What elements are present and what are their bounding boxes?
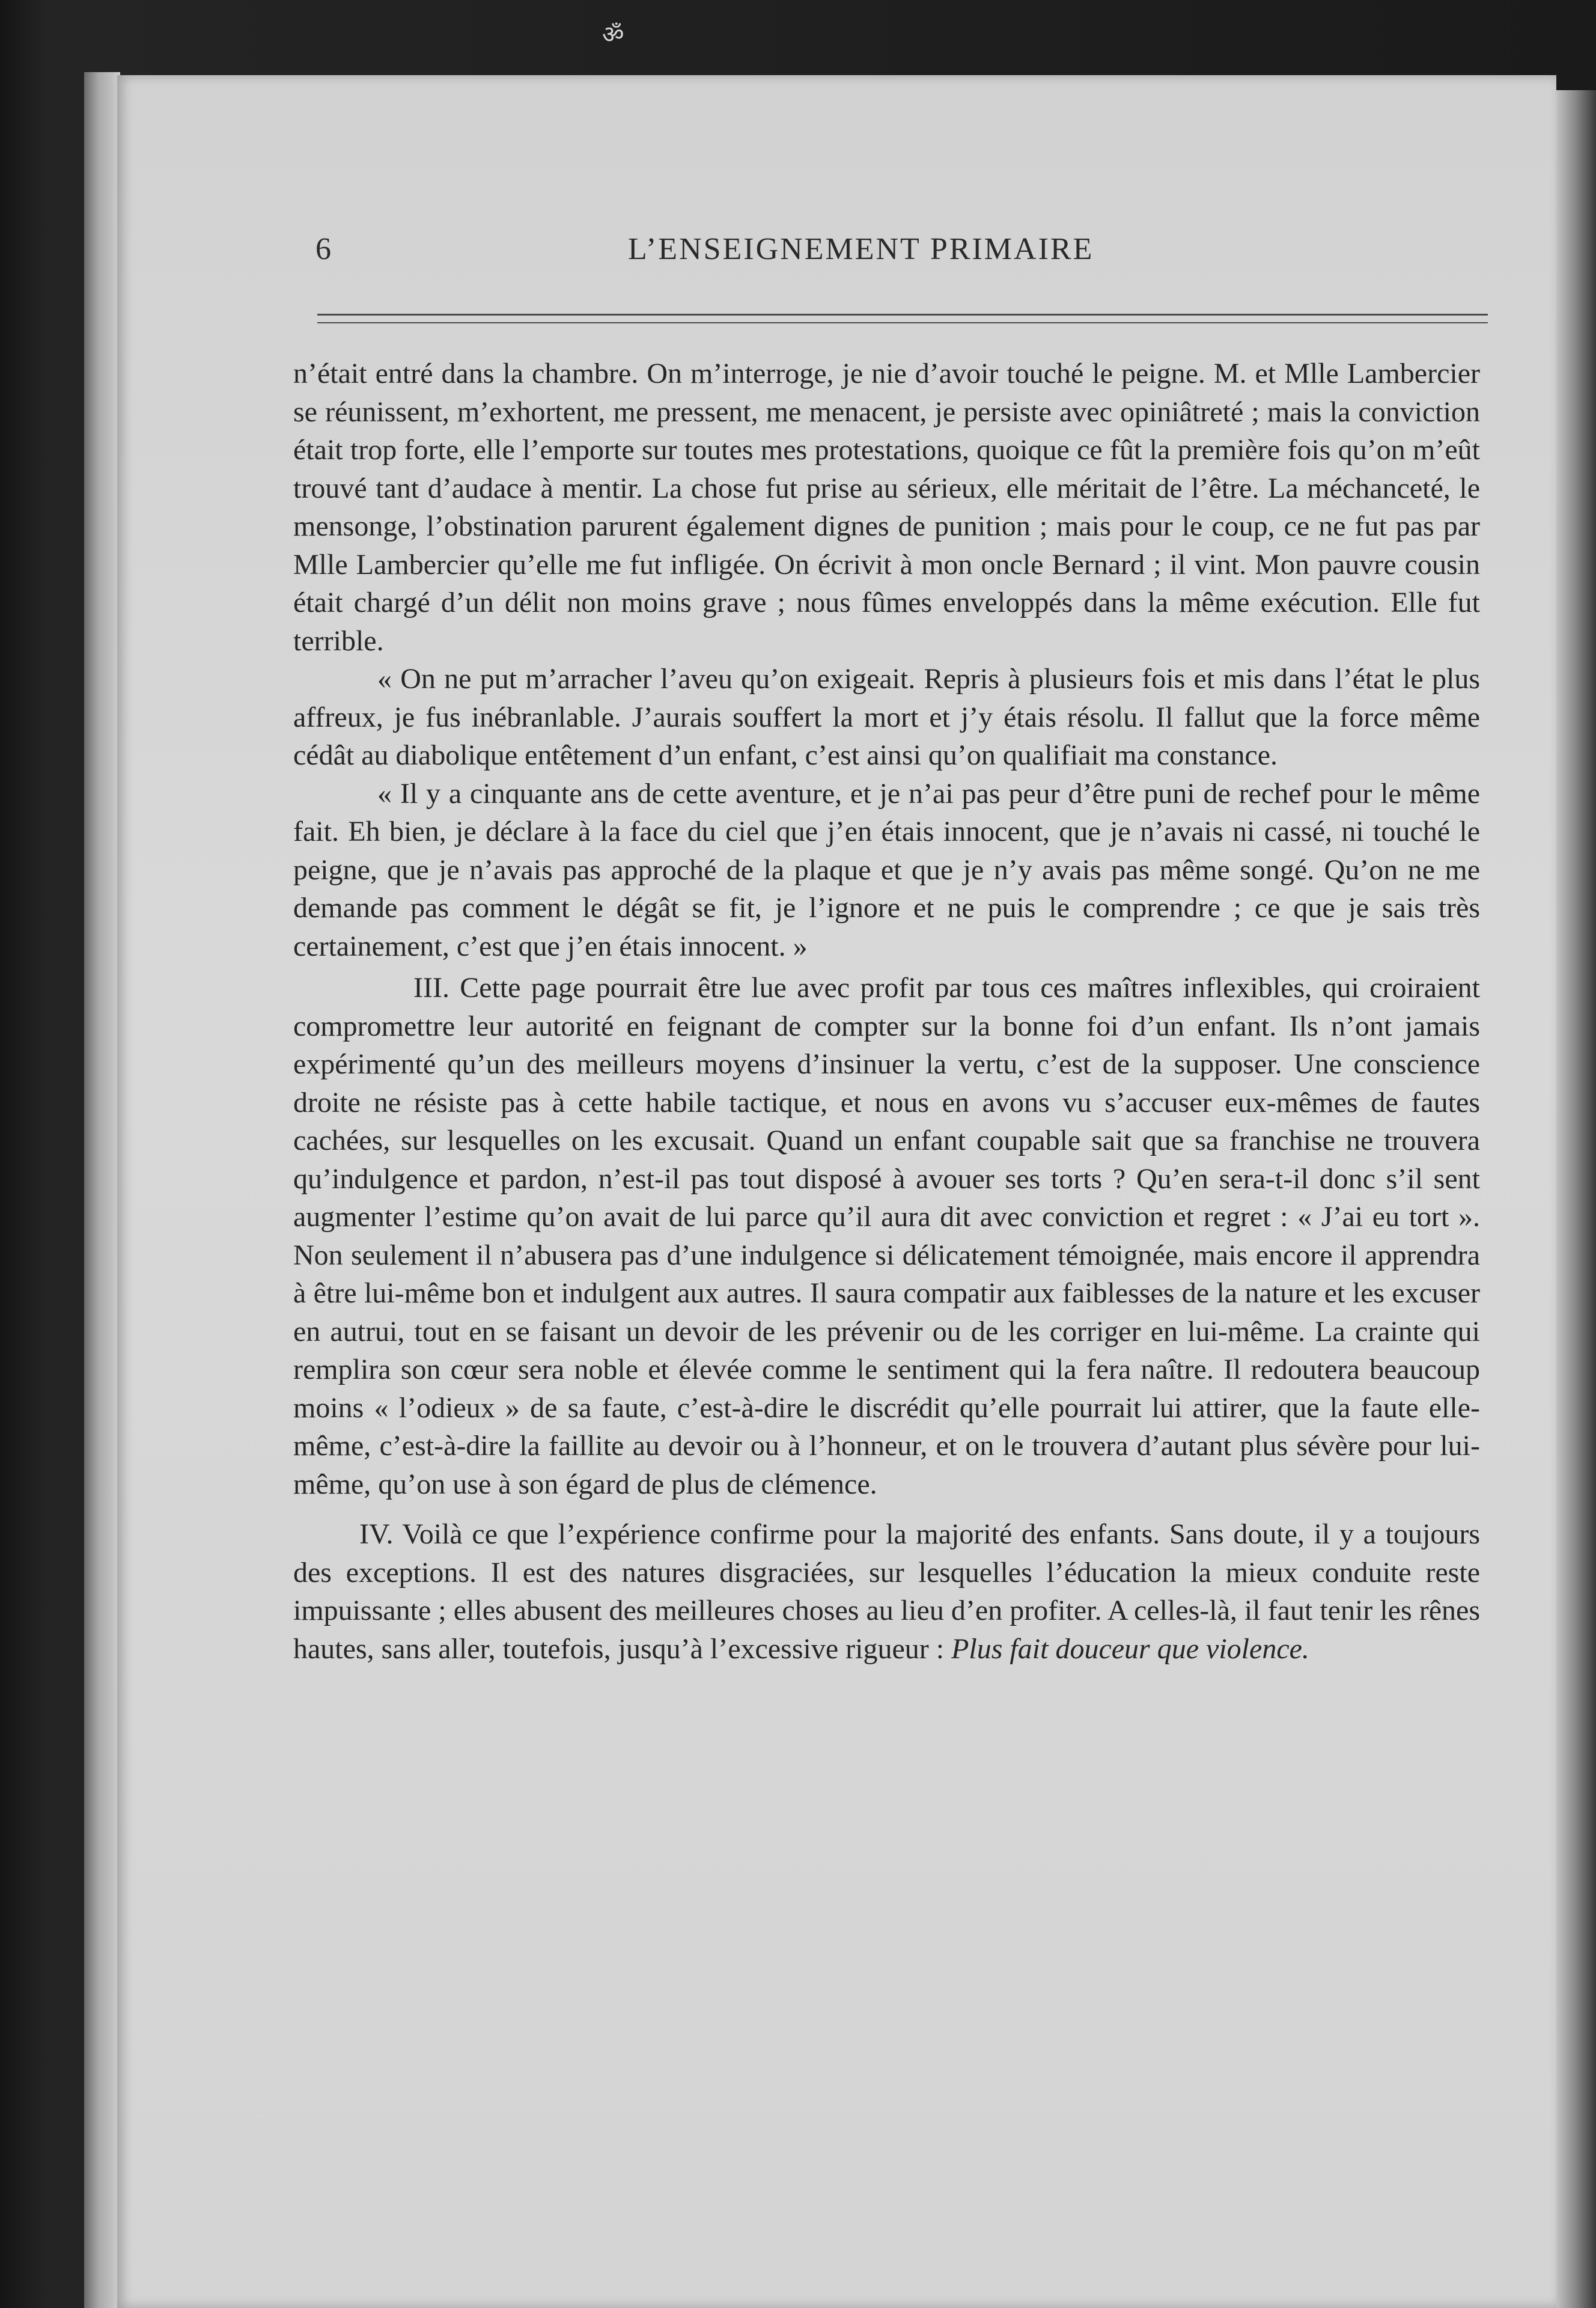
header-rule-thin (317, 322, 1488, 323)
dust-mark: ॐ (602, 21, 624, 48)
body-text (293, 355, 1480, 1668)
paragraph-quote-1: « On ne put m’arracher l’aveu qu’on exigeait. Repris à plusieurs fois et mis dans l’état le plus affreux, je fus inébranlable. J’aurais souffert la mort et j’y étais résolu. Il fallut que la force même cédât au diabolique entêtement d’un enfant, c’est ainsi qu’on qualifiait ma constance. (293, 663, 1480, 771)
page-stack-edge (1554, 90, 1596, 2308)
running-head (315, 228, 1493, 276)
book-spine-edge (84, 72, 120, 2308)
header-rule (317, 314, 1488, 316)
paragraph-quote-2: « Il y a cinquante ans de cette aventure, et je n’ai pas peur d’être puni de rechef pour le même fait. Eh bien, je déclare à la face du ciel que j’en étais innocent, que je n’avais ni cassé, ni touché le peigne, que je n’avais pas approché de la plaque et que je n’y avais pas même songé. Qu’on ne me demande pas comment le dégât se fit, je l’ignore et ne puis le comprendre ; ce que je sais très certainement, c’est que j’en étais innocent. » (293, 777, 1480, 962)
page-number: 6 (315, 232, 331, 266)
paragraph-continuation: n’était entré dans la chambre. On m’interroge, je nie d’avoir touché le peigne. M. et Mlle Lambercier se réunissent, m’exhortent, me pressent, me menacent, je persiste avec opiniâtreté ; mais la conviction était trop forte, elle l’emporte sur toutes mes protestations, quoique ce fût la première fois qu’on m’eût trouvé tant d’audace à mentir. La chose fut prise au sérieux, elle méritait de l’être. La méchanceté, le mensonge, l’obstination parurent également dignes de punition ; mais pour le coup, ce ne fut pas par Mlle Lambercier qu’elle me fut infligée. On écrivit à mon oncle Bernard ; il vint. Mon pauvre cousin était chargé d’un délit non moins grave ; nous fûmes enveloppés dans la même exécution. Elle fut terrible. (293, 358, 1480, 657)
paragraph-section-iii: III. Cette page pourrait être lue avec profit par tous ces maîtres inflexibles, qui croiraient compromettre leur autorité en feignant de compter sur la bonne foi d’un enfant. Ils n’ont jamais expérimenté qu’un des meilleurs moyens d’insinuer la vertu, c’est de la supposer. Une conscience droite ne résiste pas à cette habile tactique, et nous en avons vu s’accuser eux-mêmes de fautes cachées, sur lesquelles on les excusait. Quand un enfant coupable sait que sa franchise ne trouvera qu’indulgence et pardon, n’est-il pas tout disposé à avouer ses torts ? Qu’en sera-t-il donc s’il sent augmenter l’estime qu’on avait de lui parce qu’il aura dit avec conviction et regret : « J’ai eu tort ». Non seulement il n’abusera pas d’une indulgence si délicatement témoignée, mais encore il apprendra à être lui-même bon et indulgent aux autres. Il saura compatir aux faiblesses de la nature et les excuser en autrui, tout en se faisant un devoir de les prévenir ou de les corriger en lui-même. La crainte qui remplira son cœur sera noble et élevée comme le sentiment qui la fera naître. Il redoutera beaucoup moins « l’odieux » de sa faute, c’est-à-dire le discrédit qu’elle pourrait lui attirer, que la faute elle-même, c’est-à-dire la faillite au devoir ou à l’honneur, et on le trouvera d’autant plus sévère pour lui-même, qu’on use à son égard de plus de clémence. (293, 972, 1480, 1500)
paragraph-section-iv-text: IV. Voilà ce que l’expérience confirme pour la majorité des enfants. Sans doute, il y a toujours des exceptions. Il est des natures disgraciées, sur lesquelles l’éducation la mieux conduite reste impuissante ; elles abusent des meilleures choses au lieu d’en profiter. A celles-là, il faut tenir les rênes hautes, sans aller, toutefois, jusqu’à l’excessive rigueur : (293, 1518, 1480, 1665)
proverb-italic: Plus fait douceur que violence. (951, 1632, 1309, 1665)
running-title: L’ENSEIGNEMENT PRIMAIRE (628, 232, 1094, 266)
paragraph-section-iv (293, 1515, 1480, 1668)
